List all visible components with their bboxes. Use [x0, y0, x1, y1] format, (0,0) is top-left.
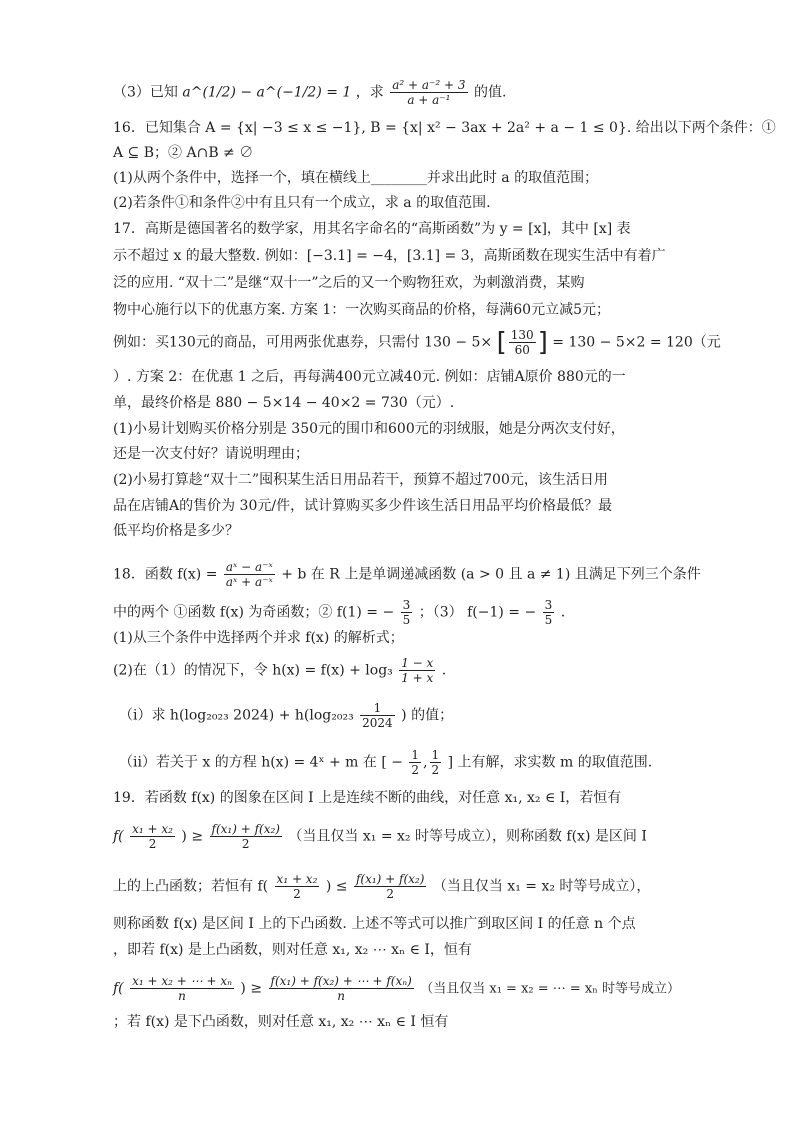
q17-line5-result: = 130 − 5×2 = 120（元	[552, 334, 721, 351]
q18-sub-i	[119, 701, 453, 730]
q19-line2-frac2: $\frac{\text{f(x₁) + f(x₂)}}{2}$	[211, 822, 280, 851]
q19-line3	[113, 872, 650, 901]
q19-line3-rest: （当且仅当 x₁ = x₂ 时等号成立），	[432, 878, 651, 895]
q16-line1: 16．已知集合 A = {x| −3 ≤ x ≤ −1}, B = {x| x² − 3ax + 2a² + a − 1 ≤ 0}. 给出以下两个条件：①	[113, 120, 776, 136]
q18-part2	[113, 656, 446, 685]
q19-line6-rest: （当且仅当 x₁ = x₂ = ⋯ = xₙ 时等号成立）	[420, 981, 681, 997]
q18-sub-ii-frac2: $\frac{1}{2}$	[431, 748, 440, 777]
q18-frac-a: $\frac{3}{5}$	[402, 598, 411, 627]
q18-func-fraction: $\frac{\text{aˣ − a⁻ˣ}}{\text{aˣ + a⁻ˣ}}$	[225, 560, 273, 589]
q19-line5: ，即若 f(x) 是上凸函数，则对任意 x₁, x₂ ⋯ xₙ ∈ I，恒有	[113, 942, 472, 958]
q15-part3	[113, 78, 506, 107]
q19-line2-rest: （当且仅当 x₁ = x₂ 时等号成立），则称函数 f(x) 是区间 I	[288, 828, 647, 845]
q19-line3-text: 上的上凸函数；若恒有 f(	[113, 878, 269, 895]
q18-line2-text: 中的两个 ①函数 f(x) 为奇函数；② f(1) = −	[113, 604, 395, 621]
q19-line3-frac2: $\frac{\text{f(x₁) + f(x₂)}}{2}$	[355, 872, 425, 901]
q18-sub-ii-comma: ,	[423, 754, 428, 771]
q16-part2: (2)若条件①和条件②中有且只有一个成立，求 a 的取值范围.	[113, 195, 491, 211]
q15-part3-fraction: $\frac{\text{a² + a⁻² + 3}}{\text{a + a⁻¹}}$	[392, 78, 466, 107]
q18-func-label: 18．函数 f(x) =	[113, 566, 218, 583]
q19-line3-le: ) ≤	[325, 878, 348, 895]
q16-part1: (1)从两个条件中，选择一个，填在横线上________并求出此时 a 的取值范围；	[113, 170, 599, 186]
q18-sub-ii	[119, 748, 652, 777]
q17-part2a: (2)小易打算趁“双十二”囤积某生活日用品若干，预算不超过700元，该生活日用	[113, 472, 608, 488]
q19-line7: ；若 f(x) 是下凸函数，则对任意 x₁, x₂ ⋯ xₙ ∈ I 恒有	[113, 1014, 449, 1030]
q18-line1-rest: + b 在 R 上是单调递减函数 (a > 0 且 a ≠ 1) 且满足下列三个条件	[281, 566, 701, 583]
q15-part3-end: 的值.	[473, 84, 507, 101]
q19-line6-frac1: $\frac{\text{x₁ + x₂ + ⋯ + xₙ}}{n}$	[132, 974, 232, 1003]
q19-line6-f: f(	[113, 980, 124, 997]
q19-line6	[113, 974, 680, 1003]
q19-line2-ge: ) ≥	[181, 828, 204, 845]
q17-line2: 示不超过 x 的最大整数. 例如：[−3.1] = −4，[3.1] = 3，高斯函数在现实生活中有着广	[113, 248, 666, 264]
q17-line1: 17．高斯是德国著名的数学家，用其名字命名的“高斯函数”为 y = [x]，其中 [x] 表	[113, 221, 631, 237]
q18-sub-i-end: ) 的值；	[401, 707, 454, 724]
q19-line3-frac1: $\frac{\text{x₁ + x₂}}{2}$	[276, 872, 318, 901]
q18-line2-mid: ；（3） f(−1) = −	[418, 604, 537, 621]
q17-line4: 物中心施行以下的优惠方案. 方案 1：一次购买商品的价格，每满60元立减5元；	[113, 302, 610, 318]
q18-line2-end: .	[560, 604, 566, 621]
q17-line5	[113, 328, 721, 357]
q17-line6: ）. 方案 2：在优惠 1 之后，再每满400元立减40元. 例如：店铺A原价 880元的一	[113, 369, 626, 385]
q18-frac-b: $\frac{3}{5}$	[544, 598, 553, 627]
q15-part3-mid: ，求	[355, 84, 384, 101]
q19-line6-ge: ) ≥	[240, 980, 263, 997]
q18-line1	[113, 560, 701, 589]
left-bracket: [	[496, 327, 507, 358]
q18-part1: (1)从三个条件中选择两个并求 f(x) 的解析式；	[113, 630, 404, 646]
q19-line2	[113, 822, 647, 851]
q17-line7: 单，最终价格是 880 − 5×14 − 40×2 = 730（元）.	[113, 395, 455, 411]
q17-part1b: 还是一次支付好？请说明理由；	[113, 446, 309, 462]
q15-part3-label: （3）已知	[113, 84, 178, 101]
q19-line2-f: f(	[113, 828, 124, 845]
q19-line4: 则称函数 f(x) 是区间 I 上的下凸函数. 上述不等式可以推广到取区间 I 的任意 n 个点	[113, 916, 636, 932]
q17-part2c: 低平均价格是多少？	[113, 523, 239, 539]
right-bracket: ]	[537, 327, 548, 358]
q17-line3: 泛的应用. “双十二”是继“双十一”之后的又一个购物狂欢，为刺激消费，某购	[113, 275, 585, 291]
q19-line6-frac2: $\frac{\text{f(x₁) + f(x₂) + ⋯ + f(xₙ)}}{n}$	[270, 974, 412, 1003]
q18-sub-ii-end: ] 上有解，求实数 m 的取值范围.	[447, 754, 653, 771]
q18-sub-ii-text: （ii）若关于 x 的方程 h(x) = 4ˣ + m 在 [ −	[119, 754, 403, 771]
q16-line2: A ⊆ B；② A∩B ≠ ∅	[113, 145, 254, 161]
q18-line2	[113, 598, 565, 627]
q19-line2-frac1: $\frac{\text{x₁ + x₂}}{2}$	[132, 822, 173, 851]
q18-sub-i-fraction: $\frac{1}{2024}$	[362, 701, 393, 730]
q17-part2b: 品在店铺A的售价为 30元/件，试计算购买多少件该生活日用品平均价格最低？最	[113, 498, 613, 514]
q18-sub-i-text: （i）求 h(log₂₀₂₃ 2024) + h(log₂₀₂₃	[119, 707, 354, 724]
q18-part2-text: (2)在（1）的情况下，令 h(x) = f(x) + log₃	[113, 662, 393, 679]
q15-part3-condition: a^(1/2) − a^(−1/2) = 1	[182, 84, 352, 101]
q17-part1a: (1)小易计划购买价格分别是 350元的围巾和600元的羽绒服，她是分两次支付好，	[113, 421, 625, 437]
q19-line1: 19．若函数 f(x) 的图象在区间 I 上是连续不断的曲线，对任意 x₁, x₂ ∈ I，若恒有	[113, 790, 622, 806]
q18-sub-ii-frac1: $\frac{1}{2}$	[411, 748, 420, 777]
q18-log-fraction: $\frac{1 - x}{1 + x}$	[401, 656, 434, 685]
q18-part2-end: .	[441, 662, 447, 679]
q17-line5-text: 例如：买130元的商品，可用两张优惠券，只需付 130 − 5×	[113, 334, 493, 351]
q17-fraction: $\frac{130}{60}$	[510, 328, 534, 357]
